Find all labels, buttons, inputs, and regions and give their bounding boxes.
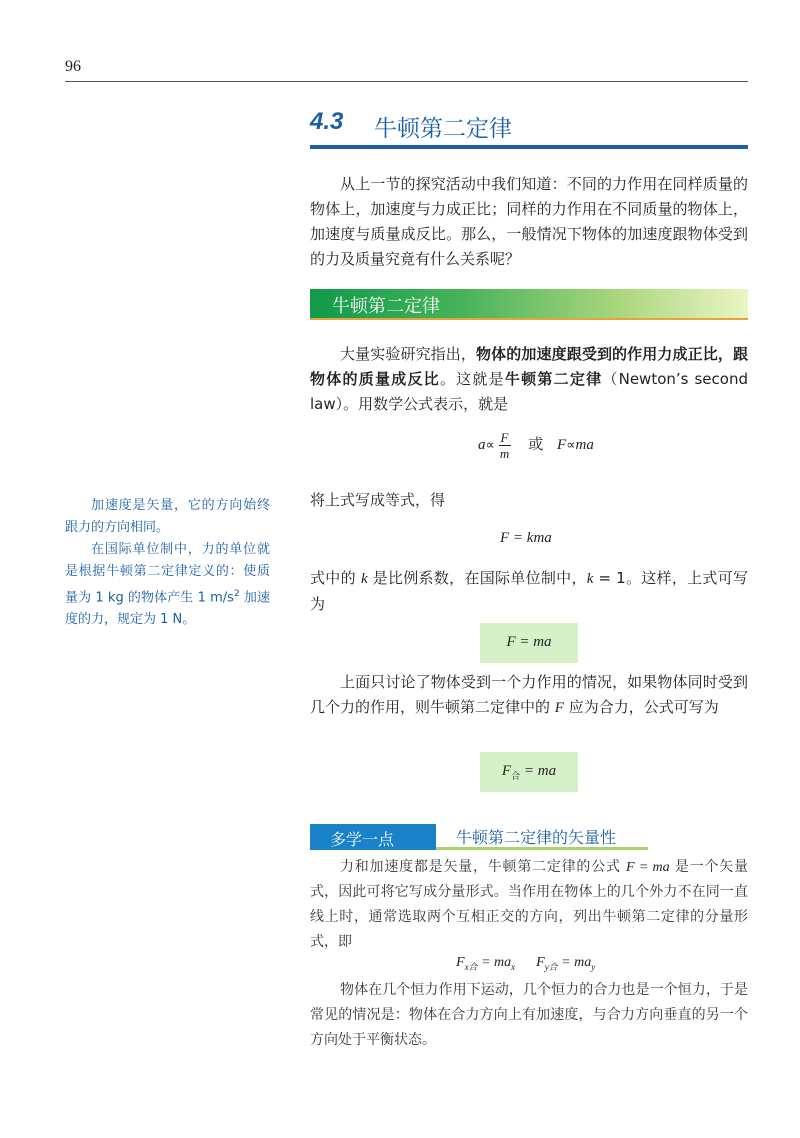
component-formulas (456, 955, 595, 973)
fraction (499, 430, 511, 461)
subsection-bar (310, 289, 748, 319)
symbol-ma: ma (575, 436, 594, 453)
text-span: 大量实验研究指出， (340, 345, 477, 363)
symbol-F: F (456, 955, 465, 970)
learn-more-underline (436, 847, 648, 850)
equality-intro: 将上式写成等式，得 (310, 491, 446, 509)
proportional-symbol: ∝ (485, 437, 495, 453)
section-number: 4.3 (310, 108, 344, 135)
header-rule (65, 81, 748, 82)
subsection-underline (310, 318, 748, 320)
formula-box-net (480, 752, 578, 792)
formula-rhs: = ma (520, 763, 557, 779)
coefficient-paragraph (310, 566, 748, 617)
text-span: （Newton’s second law）。用数学公式表示，就是 (310, 370, 748, 413)
formula-net-force (480, 763, 578, 782)
symbol-a: a (478, 436, 486, 453)
law-statement: 物体的加速度跟受到的作用力成正比，跟物体的质量成反比 (310, 345, 748, 388)
text-span: 加速度的力，规定为 1 N。 (65, 590, 270, 628)
text-span: 上面只讨论了物体受到一个力作用的情况，如果物体同时受到几个力的作用，则牛顿第二定律中的 (310, 673, 748, 716)
section-rule (310, 145, 748, 149)
intro-paragraph: 从上一节的探究活动中我们知道：不同的力作用在同样质量的物体上，加速度与力成正比；同样的力作用在不同质量的物体上，加速度与质量成反比。那么，一般情况下物体的加速度跟物体受到的力及质量究竟有什么关系呢？ (310, 175, 748, 268)
text-span: 应为合力，公式可写为 (563, 698, 719, 716)
text-span: 在国际单位制中，力的单位就是根据牛顿第二定律定义的：使质量为 1 kg 的物体产生 1 m/s (65, 542, 270, 606)
subscript-net: 合 (511, 772, 521, 782)
text-span: 是比例系数，在国际单位制中， (367, 569, 587, 587)
symbol-k: k (360, 571, 368, 587)
page-number: 96 (65, 58, 81, 75)
subscript-y: y合 (544, 961, 558, 972)
formula-ma: F = ma (506, 634, 552, 650)
fraction-numerator: F (500, 430, 509, 445)
net-force-paragraph (310, 670, 748, 721)
text-span: 。这就是 (439, 370, 505, 388)
formula-inline: F = ma (626, 860, 670, 875)
formula-kma: F = kma (500, 530, 552, 546)
margin-note (65, 495, 270, 631)
law-name: 牛顿第二定律 (504, 370, 603, 388)
subscript-x: x (511, 961, 516, 972)
law-paragraph (310, 342, 748, 417)
learn-more-title: 牛顿第二定律的矢量性 (456, 828, 617, 847)
text-span: 式中的 (310, 569, 361, 587)
subscript-y: y (591, 961, 596, 972)
symbol-F: F (501, 763, 512, 779)
proportionality-formula (478, 430, 594, 461)
equilibrium-paragraph: 物体在几个恒力作用下运动，几个恒力的合力也是一个恒力，于是常见的情况是：物体在合力方向上有加速度，与合力方向垂直的另一个方向处于平衡状态。 (310, 982, 748, 1048)
fraction-denominator: m (499, 446, 510, 461)
margin-note-direction: 加速度是矢量，它的方向始终跟力的方向相同。 (65, 498, 270, 535)
symbol-F: F (557, 436, 567, 453)
formula-box-ma (480, 623, 578, 663)
text-span: 力和加速度都是矢量，牛顿第二定律的公式 (340, 859, 626, 875)
or-word: 或 (528, 434, 544, 453)
superscript: 2 (233, 589, 240, 599)
formula-rhs: = ma (477, 955, 512, 970)
proportional-symbol: ∝ (566, 437, 576, 453)
section-title: 牛顿第二定律 (374, 116, 512, 142)
learn-more-tag-label: 多学一点 (330, 830, 395, 849)
vector-paragraph (310, 855, 748, 955)
margin-note-unit (65, 539, 270, 631)
subsection-title: 牛顿第二定律 (332, 296, 440, 317)
symbol-k: k (586, 571, 594, 587)
text-span: 是一个矢量式，因此可将它写成分量形式。当作用在物体上的几个外力不在同一直线上时，通常选取两个互相正交的方向，列出牛顿第二定律的分量形式，即 (310, 859, 749, 950)
learn-more-tag (310, 824, 436, 850)
symbol-F: F (536, 955, 545, 970)
formula-rhs: = ma (557, 955, 592, 970)
text-span: = 1。这样，上式可写为 (310, 569, 748, 613)
symbol-F: F (554, 700, 564, 716)
subscript-x: x合 (464, 961, 478, 972)
